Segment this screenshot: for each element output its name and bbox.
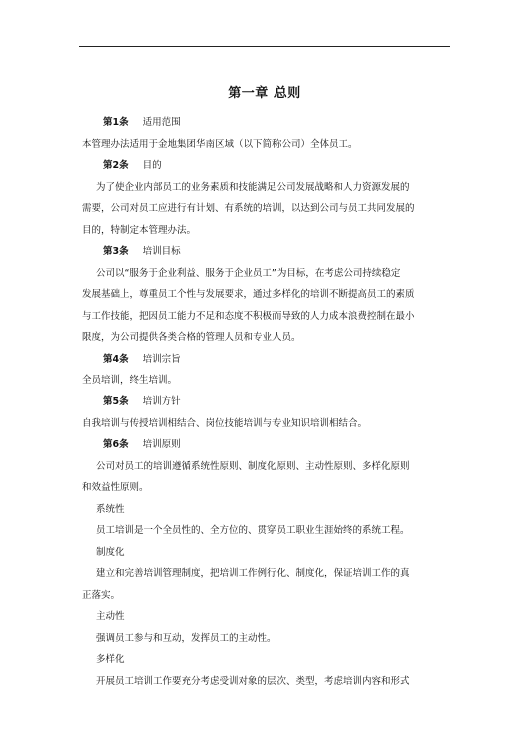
- article-number: 第1条: [103, 117, 129, 128]
- paragraph-line: 建立和完善培训管理制度，把培训工作例行化、制度化，保证培训工作的真: [96, 568, 410, 579]
- paragraph-line: 目的，特制定本管理办法。: [82, 225, 197, 236]
- paragraph-line: 与工作技能，把因员工能力不足和态度不积极而导致的人力成本浪费控制在最小: [82, 311, 415, 322]
- article-number: 第6条: [103, 439, 129, 450]
- chapter-title: 第一章 总则: [228, 86, 301, 101]
- paragraph-line: 和效益性原则。: [82, 482, 149, 493]
- paragraph-line: 全员培训，终生培训。: [82, 375, 178, 386]
- article-title: 适用范围: [142, 117, 181, 128]
- article-title: 培训宗旨: [142, 354, 181, 365]
- paragraph-line: 主动性: [96, 611, 125, 622]
- paragraph-line: 员工培训是一个全员性的、全方位的、贯穿员工职业生涯始终的系统工程。: [96, 525, 410, 536]
- paragraph-line: 自我培训与传授培训相结合、岗位技能培训与专业知识培训相结合。: [82, 418, 368, 429]
- article-heading: [103, 160, 162, 172]
- article-heading: [103, 439, 181, 451]
- paragraph-line: 强调员工参与和互动，发挥员工的主动性。: [96, 633, 277, 644]
- article-number: 第3条: [103, 246, 129, 257]
- paragraph-line: 为了使企业内部员工的业务素质和技能满足公司发展战略和人力资源发展的: [96, 182, 410, 193]
- article-title: 培训目标: [142, 246, 181, 257]
- article-title: 培训方针: [142, 396, 181, 407]
- paragraph-line: 系统性: [96, 504, 125, 515]
- article-heading: [103, 396, 181, 408]
- article-number: 第5条: [103, 396, 129, 407]
- paragraph-line: 开展员工培训工作要充分考虑受训对象的层次、类型，考虑培训内容和形式: [96, 676, 410, 687]
- paragraph-line: 限度，为公司提供各类合格的管理人员和专业人员。: [82, 332, 301, 343]
- paragraph-line: 本管理办法适用于金地集团华南区域（以下简称公司）全体员工。: [82, 139, 358, 150]
- article-heading: [103, 246, 181, 258]
- article-title: 目的: [142, 160, 162, 171]
- article-number: 第4条: [103, 354, 129, 365]
- article-heading: [103, 354, 181, 366]
- paragraph-line: 公司以“服务于企业利益、服务于企业员工”为目标，在考虑公司持续稳定: [96, 268, 401, 279]
- paragraph-line: 公司对员工的培训遵循系统性原则、制度化原则、主动性原则、多样化原则: [96, 461, 410, 472]
- paragraph-line: 发展基础上，尊重员工个性与发展要求，通过多样化的培训不断提高员工的素质: [82, 289, 415, 300]
- paragraph-line: 需要，公司对员工应进行有计划、有系统的培训，以达到公司与员工共同发展的: [82, 203, 415, 214]
- paragraph-line: 制度化: [96, 547, 125, 558]
- paragraph-line: 正落实。: [82, 590, 121, 601]
- article-number: 第2条: [103, 160, 129, 171]
- article-title: 培训原则: [142, 439, 181, 450]
- paragraph-line: 多样化: [96, 654, 125, 665]
- article-heading: [103, 117, 181, 129]
- header-rule: [79, 46, 450, 47]
